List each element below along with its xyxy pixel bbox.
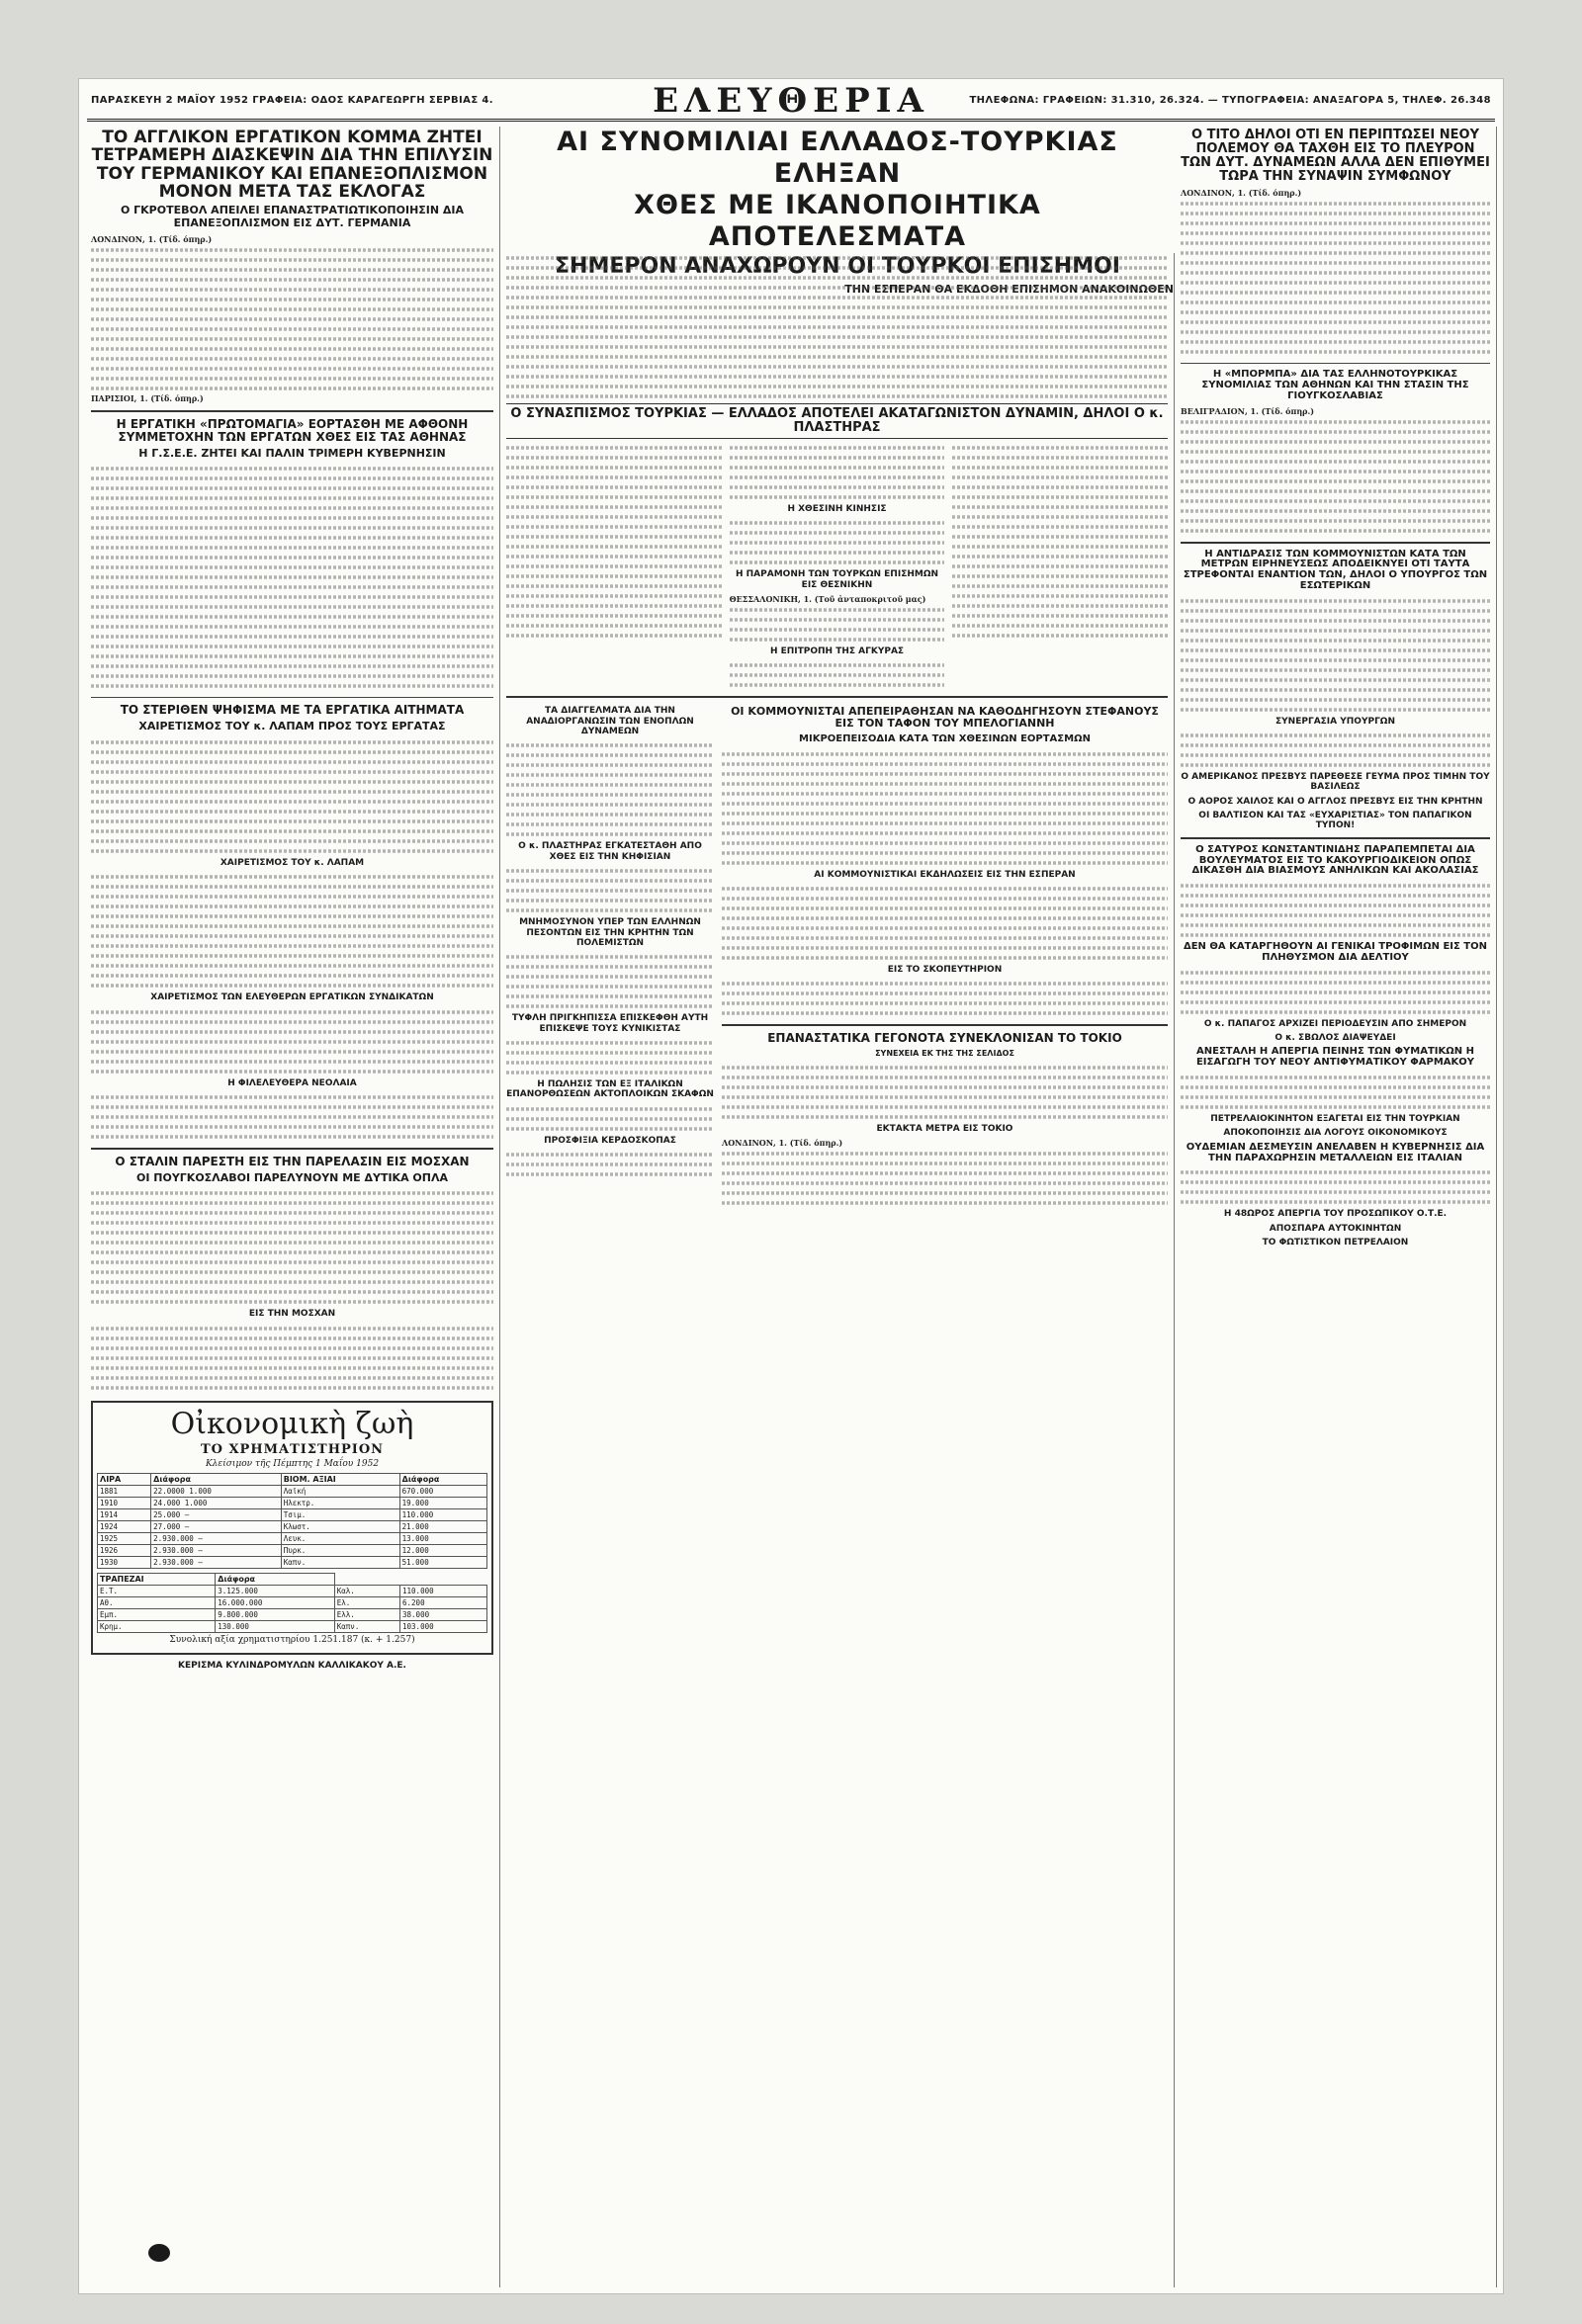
subhead-american-ambassador: Ο ΑΜΕΡΙΚΑΝΟΣ ΠΡΕΣΒΥΣ ΠΑΡΕΘΕΣΕ ΓΕΥΜΑ ΠΡΟΣ ΤΙΜΗΝ ΤΟΥ ΒΑΣΙΛΕΩΣ [1181,772,1490,793]
masthead [87,83,1495,122]
headline-rations: ΔΕΝ ΘΑ ΚΑΤΑΡΓΗΘΟΥΝ ΑΙ ΓΕΝΙΚΑΙ ΤΡΟΦΙΜΩΝ ΕΙΣ ΤΟΝ ΠΛΗΘΥΣΜΟΝ ΔΙΑ ΔΕΛΤΙΟΥ [1183,941,1487,963]
table-cell: 19.000 [399,1497,486,1508]
table-header: ΛΙΡΑ [98,1473,151,1485]
stock-exchange-date: Κλείσιμον τῆς Πέμπτης 1 Μαΐου 1952 [205,1458,380,1469]
dateline: ΠΑΡΙΣΙΟΙ, 1. (Τίδ. όπηρ.) [91,392,204,403]
table-header: ΒΙΟΜ. ΑΞΙΑΙ [281,1473,399,1485]
ink-stain [148,2244,170,2262]
table-cell: 12.000 [399,1544,486,1556]
article-body-lines [506,1038,714,1077]
table-cell: 1881 [98,1485,151,1497]
bank-table [97,1573,487,1633]
left-column [85,127,500,2287]
coalition-columns [506,443,1168,690]
subhead-profiteering: ΠΡΟΣΦΙΞΙΑ ΚΕΡΔΟΣΚΟΠΑΣ [544,1135,676,1146]
divider [1181,363,1490,364]
table-cell: Ελλ. [334,1608,399,1620]
table-cell: Αθ. [98,1596,216,1608]
headline-tokyo: ΕΠΑΝΑΣΤΑΤΙΚΑ ΓΕΓΟΝΟΤΑ ΣΥΝΕΚΛΟΝΙΣΑΝ ΤΟ ΤΟΚΙΟ [767,1031,1122,1046]
stock-row [98,1508,487,1520]
subhead-cars: ΑΠΟΣΠΑΡΑ ΑΥΤΟΚΙΝΗΤΩΝ [1269,1223,1402,1234]
stock-row [98,1544,487,1556]
table-header: ΤΡΑΠΕΖΑΙ [98,1573,216,1585]
table-cell: 130.000 [216,1620,335,1632]
divider [91,410,493,412]
bank-row [98,1620,487,1632]
masthead-phones: ΤΗΛΕΦΩΝΑ: ΓΡΑΦΕΙΩΝ: 31.310, 26.324. — ΤΥΠΟΓΡΑΦΕΙΑ: ΑΝΑΞΑΓΟΡΑ 5, ΤΗΛΕΦ. 26.348 [969,95,1491,106]
table-cell: 6.200 [400,1596,487,1608]
article-body-lines [91,737,493,856]
subhead-liberal-youth: Η ΦΙΛΕΛΕΥΘΕΡΑ ΝΕΟΛΑΙΑ [227,1077,357,1088]
subhead-incidents: ΜΙΚΡΟΕΠΕΙΣΟΔΙΑ ΚΑΤΑ ΤΩΝ ΧΘΕΣΙΝΩΝ ΕΟΡΤΑΣΜΩΝ [799,733,1091,745]
article-text [91,234,493,245]
table-cell: 2.930.000 — [151,1532,282,1544]
article-body-lines [722,749,1168,868]
table-cell: Κρημ. [98,1620,216,1632]
table-cell: 103.000 [400,1620,487,1632]
headline-hunger-strike: ΑΝΕΣΤΑΛΗ Η ΑΠΕΡΓΙΑ ΠΕΙΝΗΣ ΤΩΝ ΦΥΜΑΤΙΚΩΝ Η ΕΙΣΑΓΩΓΗ ΤΟΥ ΝΕΟΥ ΑΝΤΙΦΥΜΑΤΙΚΟΥ ΦΑΡΜΑΚΟΥ [1195,1046,1475,1069]
center-lower-right [722,704,1168,1207]
table-cell: 51.000 [399,1556,486,1568]
stock-exchange-title: ΤΟ ΧΡΗΜΑΤΙΣΤΗΡΙΟΝ [200,1441,385,1457]
dateline: ΛΟΝΔΙΝΟΝ, 1. (Τίδ. όπηρ.) [722,1137,843,1148]
table-cell: 2.930.000 — [151,1556,282,1568]
subhead-yugoslavs: ΟΙ ΠΟΥΓΚΟΣΛΑΒΟΙ ΠΑΡΕΛΥΝΟΥΝ ΜΕ ΔΥΤΙΚΑ ΟΠΛΑ [135,1170,449,1184]
article-body-lines [722,1149,1168,1208]
subhead-grotewohl: Ο ΓΚΡΟΤΕΒΟΛ ΑΠΕΙΛΕΙ ΕΠΑΝΑΣΤΡΑΤΙΩΤΙΚΟΠΟΙΗΣΙΝ ΔΙΑ ΕΠΑΝΕΞΟΠΛΙΣΜΟΝ ΕΙΣ ΔΥΤ. ΓΕΡΜΑΝΙΑ [120,204,465,230]
article-text [730,594,945,605]
article-text [1181,406,1490,417]
coalition-col-b [730,443,945,690]
headline-resolution: ΤΟ ΣΤΕΡΙΘΕΝ ΨΗΦΙΣΜΑ ΜΕ ΤΑ ΕΡΓΑΤΙΚΑ ΑΙΤΗΜΑΤΑ [120,703,465,718]
table-cell: Εμπ. [98,1608,216,1620]
article-body-lines [730,660,945,690]
article-body-lines [952,443,1168,641]
economic-life-title: Οἰκονομικὴ ζωὴ [170,1406,414,1441]
stock-row [98,1520,487,1532]
economic-life-box [91,1401,493,1655]
table-cell: 2.930.000 — [151,1544,282,1556]
dateline: ΛΟΝΔΙΝΟΝ, 1. (Τίδ. όπηρ.) [1181,188,1302,199]
table-cell: 38.000 [400,1608,487,1620]
subhead-lapham: ΧΑΙΡΕΤΙΣΜΟΣ ΤΟΥ κ. ΛΑΠΑΜ ΠΡΟΣ ΤΟΥΣ ΕΡΓΑΤΑΣ [138,720,446,733]
headline-communist-reaction: Η ΑΝΤΙΔΡΑΣΙΣ ΤΩΝ ΚΟΜΜΟΥΝΙΣΤΩΝ ΚΑΤΑ ΤΩΝ ΜΕΤΡΩΝ ΕΙΡΗΝΕΥΣΕΩΣ ΑΠΟΔΕΙΚΝΥΕΙ ΟΤΙ ΤΑΥΤΑ ΣΤΡΕΦΟΝΤΑΙ ΕΝΑΝΤΙΟΝ ΤΩΝ, ΔΗΛΟΙ Ο ΥΠΟΥΡΓΟΣ ΤΩΝ ΕΣΩΤΕΡΙΚΩΝ [1183,548,1488,591]
table-header: Διάφορα [216,1573,335,1585]
headline-italy-mines: ΟΥΔΕΜΙΑΝ ΔΕΣΜΕΥΣΙΝ ΑΝΕΛΑΒΕΝ Η ΚΥΒΕΡΝΗΣΙΣ ΔΙΑ ΤΗΝ ΠΑΡΑΧΩΡΗΣΙΝ ΜΕΤΑΛΛΕΙΩΝ ΕΙΣ ΙΤΑΛΙΑΝ [1186,1141,1485,1163]
article-body-lines [722,979,1168,1018]
article-body-lines [1181,199,1490,357]
subhead-gsee: Η Γ.Σ.Ε.Ε. ΖΗΤΕΙ ΚΑΙ ΠΑΛΙΝ ΤΡΙΜΕΡΗ ΚΥΒΕΡΝΗΣΙΝ [138,446,446,460]
table-cell: 1930 [98,1556,151,1568]
article-body-lines [1181,1167,1490,1207]
article-body-lines [91,464,493,691]
subhead-ankara-committee: Η ΕΠΙΤΡΟΠΗ ΤΗΣ ΑΓΚΥΡΑΣ [769,646,905,657]
center-lower-left [506,704,714,1207]
table-cell: 24.000 1.000 [151,1497,282,1508]
subhead-lamp-oil: ΤΟ ΦΩΤΙΣΤΙΚΟΝ ΠΕΤΡΕΛΑΙΟΝ [1262,1238,1409,1248]
subhead-diesel: ΠΕΤΡΕΛΑΙΟΚΙΝΗΤΟΝ ΕΞΑΓΕΤΑΙ ΕΙΣ ΤΗΝ ΤΟΥΡΚΙΑΝ [1210,1114,1460,1125]
table-cell: 27.000 — [151,1520,282,1532]
coalition-col-c [952,443,1168,690]
article-body-lines [1181,731,1490,770]
table-cell: Πυρκ. [281,1544,399,1556]
article-body-lines [506,740,714,839]
table-cell: Καλ. [334,1585,399,1596]
article-body-lines [1181,596,1490,715]
stock-row [98,1532,487,1544]
article-body-lines [730,443,945,502]
divider [91,697,493,698]
subhead-kifisia: Ο κ. ΠΛΑΣΤΗΡΑΣ ΕΓΚΑΤΕΣΤΑΘΗ ΑΠΟ ΧΘΕΣ ΕΙΣ ΤΗΝ ΚΗΦΙΣΙΑΝ [518,841,702,862]
table-cell: Ε.Τ. [98,1585,216,1596]
subhead-continuation: ΣΥΝΕΧΕΙΑ ΕΚ ΤΗΣ ΤΗΣ ΣΕΛΙΔΟΣ [875,1049,1014,1059]
table-cell: 110.000 [399,1508,486,1520]
masthead-date-address: ΠΑΡΑΣΚΕΥΗ 2 ΜΑΪΟΥ 1952 ΓΡΑΦΕΙΑ: ΟΔΟΣ ΚΑΡΑΓΕΩΡΓΗ ΣΕΡΒΙΑΣ 4. [91,95,493,106]
table-cell: 110.000 [400,1585,487,1596]
bank-row [98,1596,487,1608]
article-body-lines [722,1063,1168,1122]
subhead-tokyo-measures: ΕΚΤΑΚΤΑ ΜΕΤΡΑ ΕΙΣ ΤΟΚΙΟ [876,1123,1013,1134]
article-body-lines [506,866,714,915]
headline-stalin: Ο ΣΤΑΛΙΝ ΠΑΡΕΣΤΗ ΕΙΣ ΤΗΝ ΠΑΡΕΛΑΣΙΝ ΕΙΣ ΜΟΣΧΑΝ [115,1154,470,1168]
stock-exchange-total: Συνολική αξία χρηματιστηρίου 1.251.187 (κ. + 1.257) [169,1634,415,1645]
subhead-papagos: Ο κ. ΠΑΠΑΓΟΣ ΑΡΧΙΖΕΙ ΠΕΡΙΟΔΕΥΣΙΝ ΑΠΟ ΣΗΜΕΡΟΝ [1203,1018,1467,1029]
headline-mayday: Η ΕΡΓΑΤΙΚΗ «ΠΡΩΤΟΜΑΓΙΑ» ΕΟΡΤΑΣΘΗ ΜΕ ΑΦΘΟΝΗ ΣΥΜΜΕΤΟΧΗΝ ΤΩΝ ΕΡΓΑΤΩΝ ΧΘΕΣ ΕΙΣ ΤΑΣ ΑΘΗΝΑΣ [116,416,469,444]
article-body-lines [1181,968,1490,1017]
subhead-italian-ships: Η ΠΩΛΗΣΙΣ ΤΩΝ ΕΞ ΙΤΑΛΙΚΩΝ ΕΠΑΝΟΡΘΩΣΕΩΝ ΑΚΤΟΠΛΟΙΚΩΝ ΣΚΑΦΩΝ [506,1078,714,1100]
table-header: Διάφορα [399,1473,486,1485]
article-body-lines [730,605,945,645]
article-body-lines [91,1324,493,1393]
table-cell: 1924 [98,1520,151,1532]
headline-labour-party: ΤΟ ΑΓΓΛΙΚΟΝ ΕΡΓΑΤΙΚΟΝ ΚΟΜΜΑ ΖΗΤΕΙ ΤΕΤΡΑΜΕΡΗ ΔΙΑΣΚΕΨΙΝ ΔΙΑ ΤΗΝ ΕΠΙΛΥΣΙΝ ΤΟΥ ΓΕΡΜΑΝΙΚΟΥ ΚΑΙ ΕΠΑΝΕΞΟΠΛΙΣΜΟΝ ΜΟΝΟΝ ΜΕΤΑ ΤΑΣ ΕΚΛΟΓΑΣ [91,128,493,203]
table-cell: Ηλεκτρ. [281,1497,399,1508]
article-body-lines [506,1104,714,1134]
table-cell: 1925 [98,1532,151,1544]
subhead-lapham-greeting: ΧΑΙΡΕΤΙΣΜΟΣ ΤΟΥ κ. ΛΑΠΑΜ [220,857,365,868]
article-body-lines [506,952,714,1011]
table-cell: 16.000.000 [216,1596,335,1608]
subhead-princess: ΤΥΦΛΗ ΠΡΙΓΚΗΠΙΣΣΑ ΕΠΙΣΚΕΦΘΗ ΑΥΤΗ ΕΠΙΣΚΕΨΕ ΤΟΥΣ ΚΥΝΙΚΙΣΤΑΣ [511,1013,709,1034]
article-body-lines [506,1150,714,1179]
headline-plastiras-coalition: Ο ΣΥΝΑΣΠΙΣΜΟΣ ΤΟΥΡΚΙΑΣ — ΕΛΛΑΔΟΣ ΑΠΟΤΕΛΕΙ ΑΚΑΤΑΓΩΝΙΣΤΟΝ ΔΥΝΑΜΙΝ, ΔΗΛΟΙ Ο κ. ΠΛΑΣΤΗΡΑΣ [506,403,1168,439]
table-cell: Λαϊκή [281,1485,399,1497]
subhead-british-ambassador: Ο ΑΟΡΟΣ ΧΑΙΛΟΣ ΚΑΙ Ο ΑΓΓΛΟΣ ΠΡΕΣΒΥΣ ΕΙΣ ΤΗΝ ΚΡΗΤΗΝ [1187,796,1483,807]
divider [722,1024,1168,1026]
table-header: Διάφορα [151,1473,282,1485]
subhead-economic: ΑΠΟΚΟΠΟΙΗΣΙΣ ΔΙΑ ΛΟΓΟΥΣ ΟΙΚΟΝΟΜΙΚΟΥΣ [1223,1128,1448,1139]
subhead-memorial: ΜΝΗΜΟΣΥΝΟΝ ΥΠΕΡ ΤΩΝ ΕΛΛΗΝΩΝ ΠΕΣΟΝΤΩΝ ΕΙΣ ΤΗΝ ΚΡΗΤΗΝ ΤΩΝ ΠΟΛΕΜΙΣΤΩΝ [519,917,701,948]
table-cell: 21.000 [399,1520,486,1532]
headline-borba: Η «ΜΠΟΡΜΠΑ» ΔΙΑ ΤΑΣ ΕΛΛΗΝΟΤΟΥΡΚΙΚΑΣ ΣΥΝΟΜΙΛΙΑΣ ΤΩΝ ΑΘΗΝΩΝ ΚΑΙ ΤΗΝ ΣΤΑΣΙΝ ΤΗΣ ΓΙΟΥΓΚΟΣΛΑΒΙΑΣ [1201,369,1469,401]
table-cell: 13.000 [399,1532,486,1544]
table-cell: Τσιμ. [281,1508,399,1520]
banner-line-4: ΤΗΝ ΕΣΠΕΡΑΝ ΘΑ ΕΚΔΟΘΗ ΕΠΙΣΗΜΟΝ ΑΝΑΚΟΙΝΩΘΕΝ [844,283,1174,296]
banner-line-2: ΧΘΕΣ ΜΕ ΙΚΑΝΟΠΟΙΗΤΙΚΑ ΑΠΟΤΕΛΕΣΜΑΤΑ [634,190,1041,252]
divider [1181,542,1490,544]
coalition-col-a [506,443,722,690]
table-cell: Κλωστ. [281,1520,399,1532]
article-body-lines [91,872,493,990]
subhead-svolos: Ο κ. ΣΒΩΛΟΣ ΔΙΑΨΕΥΔΕΙ [1274,1033,1396,1044]
article-body-lines [91,1092,493,1142]
article-body-lines [1181,1073,1490,1112]
stock-row [98,1485,487,1497]
subhead-military: ΤΑ ΔΙΑΓΓΕΛΜΑΤΑ ΔΙΑ ΤΗΝ ΑΝΑΔΙΟΡΓΑΝΩΣΙΝ ΤΩΝ ΕΝΟΠΛΩΝ ΔΥΝΑΜΕΩΝ [526,706,694,737]
subhead-shooting-range: ΕΙΣ ΤΟ ΣΚΟΠΕΥΤΗΡΙΟΝ [887,965,1003,976]
article-body-lines [1181,881,1490,940]
article-body-lines [722,884,1168,963]
headline-tito: Ο ΤΙΤΟ ΔΗΛΟΙ ΟΤΙ ΕΝ ΠΕΡΙΠΤΩΣΕΙ ΝΕΟΥ ΠΟΛΕΜΟΥ ΘΑ ΤΑΧΘΗ ΕΙΣ ΤΟ ΠΛΕΥΡΟΝ ΤΩΝ ΔΥΤ. ΔΥΝΑΜΕΩΝ ΑΛΛΑ ΔΕΝ ΕΠΙΘΥΜΕΙ ΤΩΡΑ ΤΗΝ ΣΥΝΑΨΙΝ ΣΥΜΦΩΝΟΥ [1181,128,1490,185]
table-cell: 25.000 — [151,1508,282,1520]
table-cell: 22.0000 1.000 [151,1485,282,1497]
subhead-press: ΟΙ ΒΑΛΤΙΣΟΝ ΚΑΙ ΤΑΣ «ΕΥΧΑΡΙΣΤΙΑΣ» ΤΟΝ ΠΑΠΑΓΙΚΟΝ ΤΥΠΟΝ! [1198,811,1472,831]
article-body-lines [1181,417,1490,536]
divider [506,696,1168,698]
dateline: ΛΟΝΔΙΝΟΝ, 1. (Τίδ. όπηρ.) [91,233,213,244]
center-lower [506,704,1168,1207]
dateline: ΒΕΛΙΓΡΑΔΙΟΝ, 1. (Τίδ. όπηρ.) [1181,405,1315,416]
table-cell: 1910 [98,1497,151,1508]
table-cell: Λευκ. [281,1532,399,1544]
subhead-ote-strike: Η 48ΩΡΟΣ ΑΠΕΡΓΙΑ ΤΟΥ ΠΡΟΣΩΠΙΚΟΥ Ο.Τ.Ε. [1223,1209,1448,1220]
newspaper-title: ΕΛΕΥΘΕΡΙΑ [653,81,929,121]
article-body-lines [506,253,1168,401]
stock-row [98,1556,487,1568]
table-cell: 670.000 [399,1485,486,1497]
table-cell: Καπν. [334,1620,399,1632]
subhead-free-unions: ΧΑΙΡΕΤΙΣΜΟΣ ΤΩΝ ΕΛΕΥΘΕΡΩΝ ΕΡΓΑΤΙΚΩΝ ΣΥΝΔΙΚΑΤΩΝ [150,992,434,1003]
banner-line-3: ΣΗΜΕΡΟΝ ΑΝΑΧΩΡΟΥΝ ΟΙ ΤΟΥΡΚΟΙ ΕΠΙΣΗΜΟΙ [555,254,1120,279]
dividend-note: ΚΕΡΙΣΜΑ ΚΥΛΙΝΔΡΟΜΥΛΩΝ ΚΑΛΛΙΚΑΚΟΥ Α.Ε. [178,1660,406,1671]
bank-row [98,1608,487,1620]
table-cell: 1926 [98,1544,151,1556]
table-cell: 3.125.000 [216,1585,335,1596]
subhead-thessaloniki: Η ΠΑΡΑΜΟΝΗ ΤΩΝ ΤΟΥΡΚΩΝ ΕΠΙΣΗΜΩΝ ΕΙΣ ΘΕΣΝΙΚΗΝ [735,569,939,590]
stock-table [97,1473,487,1569]
article-text [1181,188,1490,199]
headline-communists: ΟΙ ΚΟΜΜΟΥΝΙΣΤΑΙ ΑΠΕΠΕΙΡΑΘΗΣΑΝ ΝΑ ΚΑΘΟΔΗΓΗΣΟΥΝ ΣΤΕΦΑΝΟΥΣ ΕΙΣ ΤΟΝ ΤΑΦΟΝ ΤΟΥ ΜΠΕΛΟΓΙΑΝΝΗ [731,705,1159,731]
article-text [722,1138,1168,1149]
bank-row [98,1585,487,1596]
subhead-moscow: ΕΙΣ ΤΗΝ ΜΟΣΧΑΝ [248,1309,336,1320]
divider [91,1148,493,1150]
divider [1181,837,1490,839]
table-cell: 9.800.000 [216,1608,335,1620]
dateline: ΘΕΣΣΑΛΟΝΙΚΗ, 1. (Τοῦ ἀνταποκριτοῦ μας) [729,594,926,605]
article-body-lines [91,245,493,393]
table-cell: 1914 [98,1508,151,1520]
center-column [500,253,1175,2287]
right-column [1175,127,1497,2287]
table-cell: Καπν. [281,1556,399,1568]
subhead-movement: Η ΧΘΕΣΙΝΗ ΚΙΝΗΣΙΣ [787,504,887,515]
table-cell: Ελ. [334,1596,399,1608]
subhead-ministers: ΣΥΝΕΡΓΑΣΙΑ ΥΠΟΥΡΓΩΝ [1275,716,1395,727]
article-body-lines [91,1007,493,1076]
headline-satyros: Ο ΣΑΤΥΡΟΣ ΚΩΝΣΤΑΝΤΙΝΙΔΗΣ ΠΑΡΑΠΕΜΠΕΤΑΙ ΔΙΑ ΒΟΥΛΕΥΜΑΤΟΣ ΕΙΣ ΤΟ ΚΑΚΟΥΡΓΙΟΔΙΚΕΙΟΝ ΟΠΩΣ ΔΙΚΑΣΘΗ ΔΙΑ ΒΙΑΣΜΟΥΣ ΑΝΗΛΙΚΩΝ ΚΑΙ ΑΚΟΛΑΣΙΑΣ [1191,843,1479,877]
article-text [91,393,493,404]
stock-row [98,1497,487,1508]
banner-line-1: ΑΙ ΣΥΝΟΜΙΛΙΑΙ ΕΛΛΑΔΟΣ-ΤΟΥΡΚΙΑΣ ΕΛΗΞΑΝ [557,127,1118,189]
newspaper-page [79,79,1503,2293]
article-body-lines [91,1188,493,1307]
subhead-communist-evening: ΑΙ ΚΟΜΜΟΥΝΙΣΤΙΚΑΙ ΕΚΔΗΛΩΣΕΙΣ ΕΙΣ ΤΗΝ ΕΣΠΕΡΑΝ [814,869,1076,880]
article-body-lines [730,518,945,567]
article-body-lines [506,443,722,641]
